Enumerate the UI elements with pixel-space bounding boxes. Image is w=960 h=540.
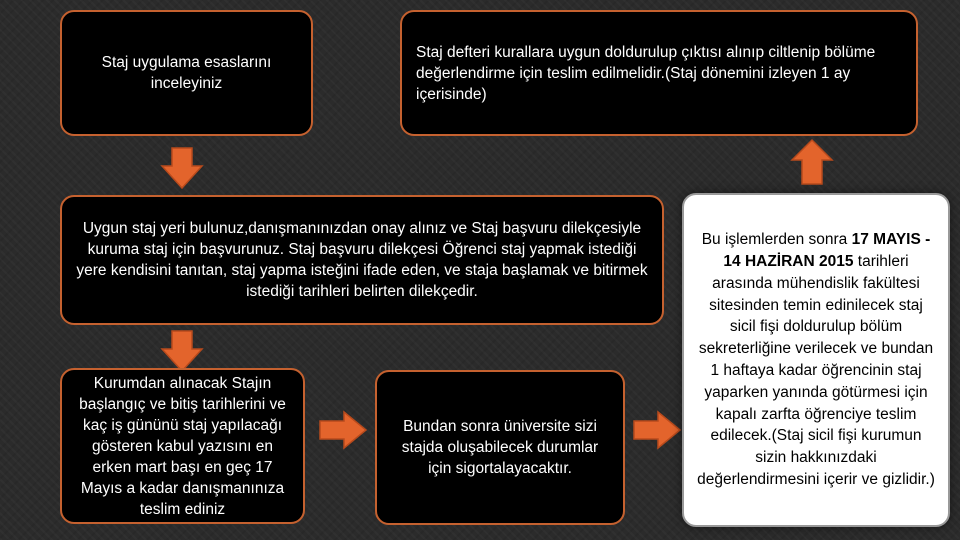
step-acceptance-letter-text: Kurumdan alınacak Stajın başlangıç ve bitiş tarihlerini ve kaç iş gününü staj yapılacağı gösteren kabul yazısını en erken mart başı en geç 17 Mayıs a kadar danışmanınıza teslim ediniz	[79, 374, 286, 518]
registry-date-range: 17 MAYIS - 14 HAZİRAN 2015	[723, 231, 931, 271]
step-insurance-box	[375, 370, 625, 525]
step-study-rules-box	[60, 10, 313, 136]
down-arrow-1	[160, 146, 204, 190]
step-find-place-text: Uygun staj yeri bulunuz,danışmanınızdan onay alınız ve Staj başvuru dilekçesiyle kuruma staj için başvurunuz. Staj başvuru dilekçesi Öğrenci staj yapmak istediği yere kendisini tanıtan, staj yapma isteğini ifade eden, ve staja başlamak ve bitirmek istediği tarihleri belirten dilekçedir.	[76, 220, 648, 300]
step-insurance-text: Bundan sonra üniversite sizi stajda oluşabilecek durumlar için sigortalayacaktır.	[401, 418, 599, 477]
step-acceptance-letter-box	[60, 368, 305, 524]
right-arrow-2	[632, 410, 682, 450]
step-find-place-box	[60, 195, 664, 325]
step-logbook-box	[400, 10, 918, 136]
step-study-rules-text: Staj uygulama esaslarını inceleyiniz	[101, 54, 272, 92]
up-arrow	[790, 138, 834, 186]
step-registry-form-box	[682, 193, 950, 527]
step-registry-form-text: Bu işlemlerden sonra 17 MAYIS - 14 HAZİRAN 2015 tarihleri arasında mühendislik fakültesi sitesinden temin edinilecek staj sicil fişi doldurulup bölüm sekreterliğine verilecek ve bundan 1 haftaya kadar öğrencinin staj yaparken yanında götürmesi için kapalı zarfta öğrenciye teslim edilecek.(Staj sicil fişi kurumun sizin hakkınızdaki değerlendirmesini içerir ve gizlidir.)	[697, 231, 935, 488]
step-logbook-text: Staj defteri kurallara uygun doldurulup çıktısı alınıp ciltlenip bölüme değerlendirme için teslim edilmelidir.(Staj dönemini izleyen 1 ay içerisinde)	[416, 43, 876, 103]
down-arrow-2	[160, 329, 204, 373]
right-arrow-1	[318, 410, 368, 450]
